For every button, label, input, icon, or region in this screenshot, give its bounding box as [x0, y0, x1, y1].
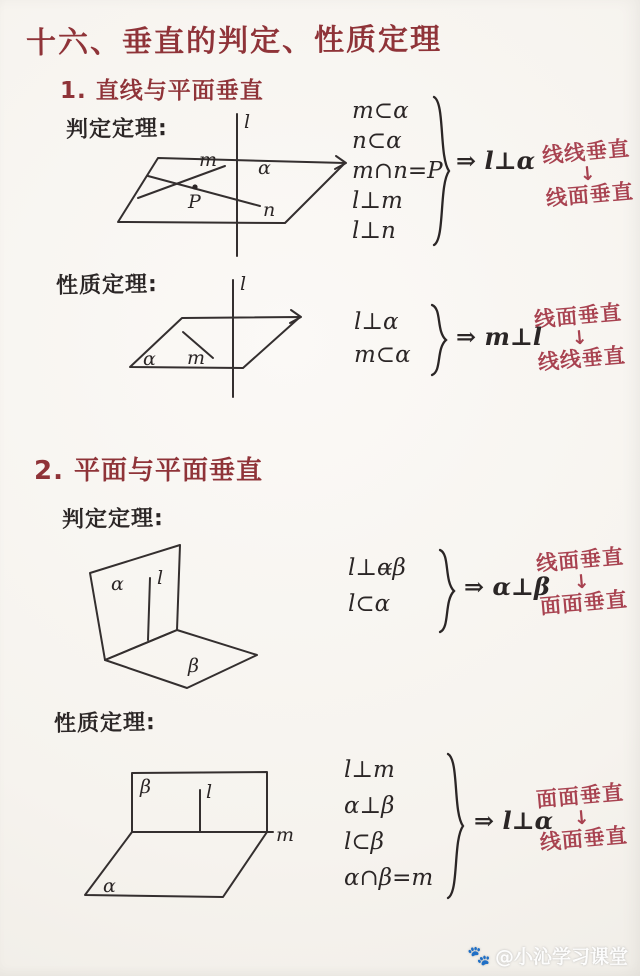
plane-alpha-outline — [90, 545, 180, 660]
condition-line: m⊂α — [352, 98, 409, 124]
s2-prop-conclusion: ⇒ l⊥α — [474, 806, 554, 835]
label-n: n — [263, 199, 276, 221]
down-arrow-icon: ↓ — [570, 326, 590, 350]
point-p — [192, 184, 197, 189]
label-l: l — [206, 781, 213, 803]
s2-prop-label: 性质定理: — [53, 710, 157, 737]
condition-line: m∩n=P — [352, 158, 443, 184]
page-title: 十六、垂直的判定、性质定理 — [25, 22, 443, 61]
down-arrow-icon: ↓ — [572, 570, 592, 594]
label-alpha: α — [111, 573, 124, 595]
s2-judge-conclusion: ⇒ α⊥β — [464, 572, 550, 601]
s2-prop-note — [525, 779, 639, 857]
condition-line: l⊥α — [354, 309, 399, 335]
condition-line: l⊥α̶β — [348, 555, 406, 581]
s1-prop-conditions — [354, 306, 411, 372]
diagram-perpendicular-planes-intersection — [70, 765, 365, 910]
plane-alpha-outline — [118, 158, 345, 223]
label-l: l — [244, 111, 251, 133]
condition-line: α∩β=m — [344, 865, 434, 891]
s1-prop-label: 性质定理: — [55, 272, 159, 299]
label-beta: β — [188, 655, 199, 677]
label-m: m — [199, 149, 218, 171]
note-line: 线线垂直 — [536, 343, 627, 375]
s2-prop-conditions — [344, 752, 433, 896]
label-l: l — [157, 567, 164, 589]
section1-heading: 1. 直线与平面垂直 — [60, 78, 264, 104]
label-alpha: α — [103, 875, 116, 897]
brace — [430, 303, 452, 377]
brace — [446, 752, 468, 902]
down-arrow-icon: ↓ — [572, 806, 592, 830]
line-l — [148, 578, 150, 640]
condition-line: l⊥n — [352, 218, 396, 244]
line-n — [148, 176, 260, 206]
s1-prop-note — [521, 299, 639, 377]
watermark-text: @小沁学习课堂 — [494, 946, 628, 968]
section2-heading: 2. 平面与平面垂直 — [34, 456, 264, 486]
label-beta: β — [140, 776, 151, 798]
s1-judge-note — [533, 136, 640, 213]
condition-line: m⊂α — [354, 342, 411, 368]
label-m: m — [276, 824, 295, 846]
condition-line: l⊥m — [352, 188, 403, 214]
condition-line: l⊥m — [344, 757, 395, 783]
brace — [438, 548, 460, 634]
s1-prop-conclusion: ⇒ m⊥l — [456, 322, 543, 351]
label-m: m — [187, 347, 206, 369]
note-line: 面面垂直 — [535, 780, 625, 812]
s1-judge-conditions — [352, 96, 443, 246]
s1-judge-conclusion: ⇒ l⊥α — [456, 146, 536, 175]
s2-judge-label: 判定定理: — [61, 506, 165, 533]
diagram-plane-perpendicular-plane — [85, 540, 335, 705]
s2-judge-note — [525, 543, 639, 621]
s2-judge-conditions — [348, 550, 406, 622]
note-line: 线面垂直 — [533, 300, 623, 332]
watermark — [467, 942, 628, 969]
plane-beta-outline — [105, 630, 257, 688]
brace — [432, 95, 454, 249]
note-line: 线面垂直 — [538, 823, 629, 855]
note-line: 线面垂直 — [535, 544, 625, 576]
label-p: P — [188, 191, 201, 213]
down-arrow-icon: ↓ — [578, 162, 598, 186]
note-line: 面面垂直 — [538, 587, 629, 619]
condition-line: α⊥β — [344, 793, 395, 819]
s1-judge-label: 判定定理: — [65, 116, 169, 143]
label-l: l — [240, 273, 247, 295]
condition-line: l⊂β — [344, 829, 384, 855]
condition-line: l⊂α — [348, 591, 391, 617]
note-line: 线线垂直 — [541, 136, 631, 168]
condition-line: n⊂α — [352, 128, 402, 154]
diagram-line-perpendicular-plane — [100, 108, 360, 263]
note-line: 线面垂直 — [544, 179, 635, 211]
diagram-plane-with-line-m — [110, 272, 350, 407]
label-alpha: α — [258, 157, 271, 179]
label-alpha: α — [143, 348, 156, 370]
paw-icon: 🐾 — [467, 945, 491, 967]
